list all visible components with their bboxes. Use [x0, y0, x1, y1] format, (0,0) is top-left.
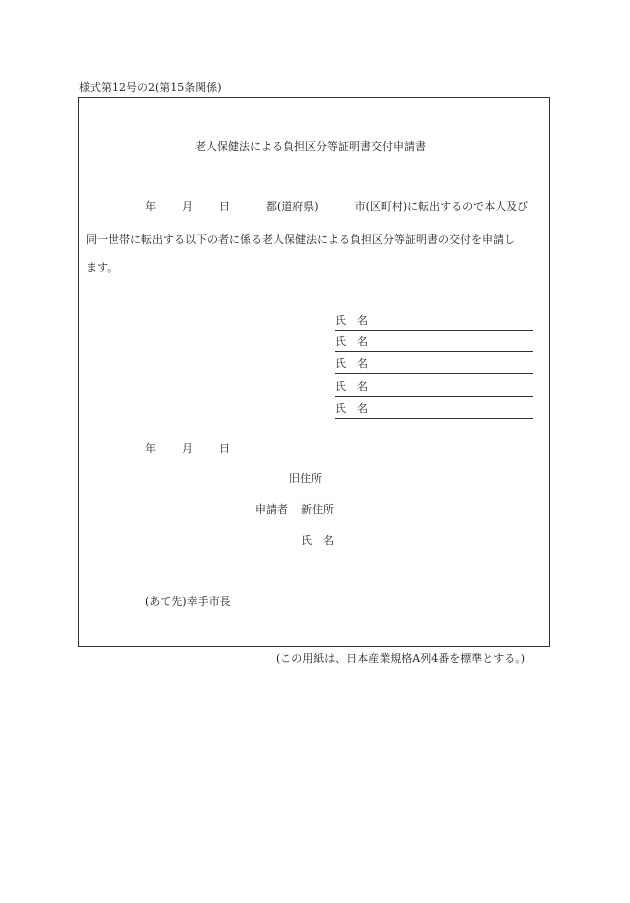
name-label: 氏 名 — [335, 402, 368, 415]
form-title: 老人保健法による負担区分等証明書交付申請書 — [195, 140, 426, 153]
name-field[interactable] — [335, 314, 533, 331]
addressee: (あて先)幸手市長 — [145, 595, 231, 608]
body-prefecture: 都(道府県) — [266, 200, 319, 213]
form-number: 様式第12号の2(第15条関係) — [79, 81, 222, 94]
new-address-label: 新住所 — [301, 503, 334, 516]
date-day: 日 — [219, 442, 230, 455]
name-label: 氏 名 — [335, 357, 368, 370]
name-field[interactable] — [335, 357, 533, 374]
paper-size-note: (この用紙は、日本産業規格A列4番を標準とする。) — [276, 652, 526, 665]
body-year: 年 — [145, 200, 156, 213]
application-date — [145, 443, 230, 454]
body-line-2: 同一世帯に転出する以下の者に係る老人保健法による負担区分等証明書の交付を申請し — [86, 233, 515, 246]
applicant-label: 申請者 — [255, 503, 288, 516]
applicant-name-label: 氏 名 — [301, 534, 334, 547]
name-label: 氏 名 — [335, 380, 368, 393]
body-line-1 — [145, 201, 528, 212]
name-field[interactable] — [335, 380, 533, 397]
date-month: 月 — [182, 442, 193, 455]
body-line-3: ます。 — [86, 261, 119, 274]
body-day: 日 — [219, 200, 230, 213]
date-year: 年 — [145, 442, 156, 455]
name-field[interactable] — [335, 335, 533, 352]
name-field[interactable] — [335, 402, 533, 419]
name-label: 氏 名 — [335, 335, 368, 348]
body-line1-end: 市(区町村)に転出するので本人及び — [354, 200, 529, 213]
old-address-label: 旧住所 — [289, 472, 322, 485]
body-month: 月 — [182, 200, 193, 213]
name-label: 氏 名 — [335, 314, 368, 327]
